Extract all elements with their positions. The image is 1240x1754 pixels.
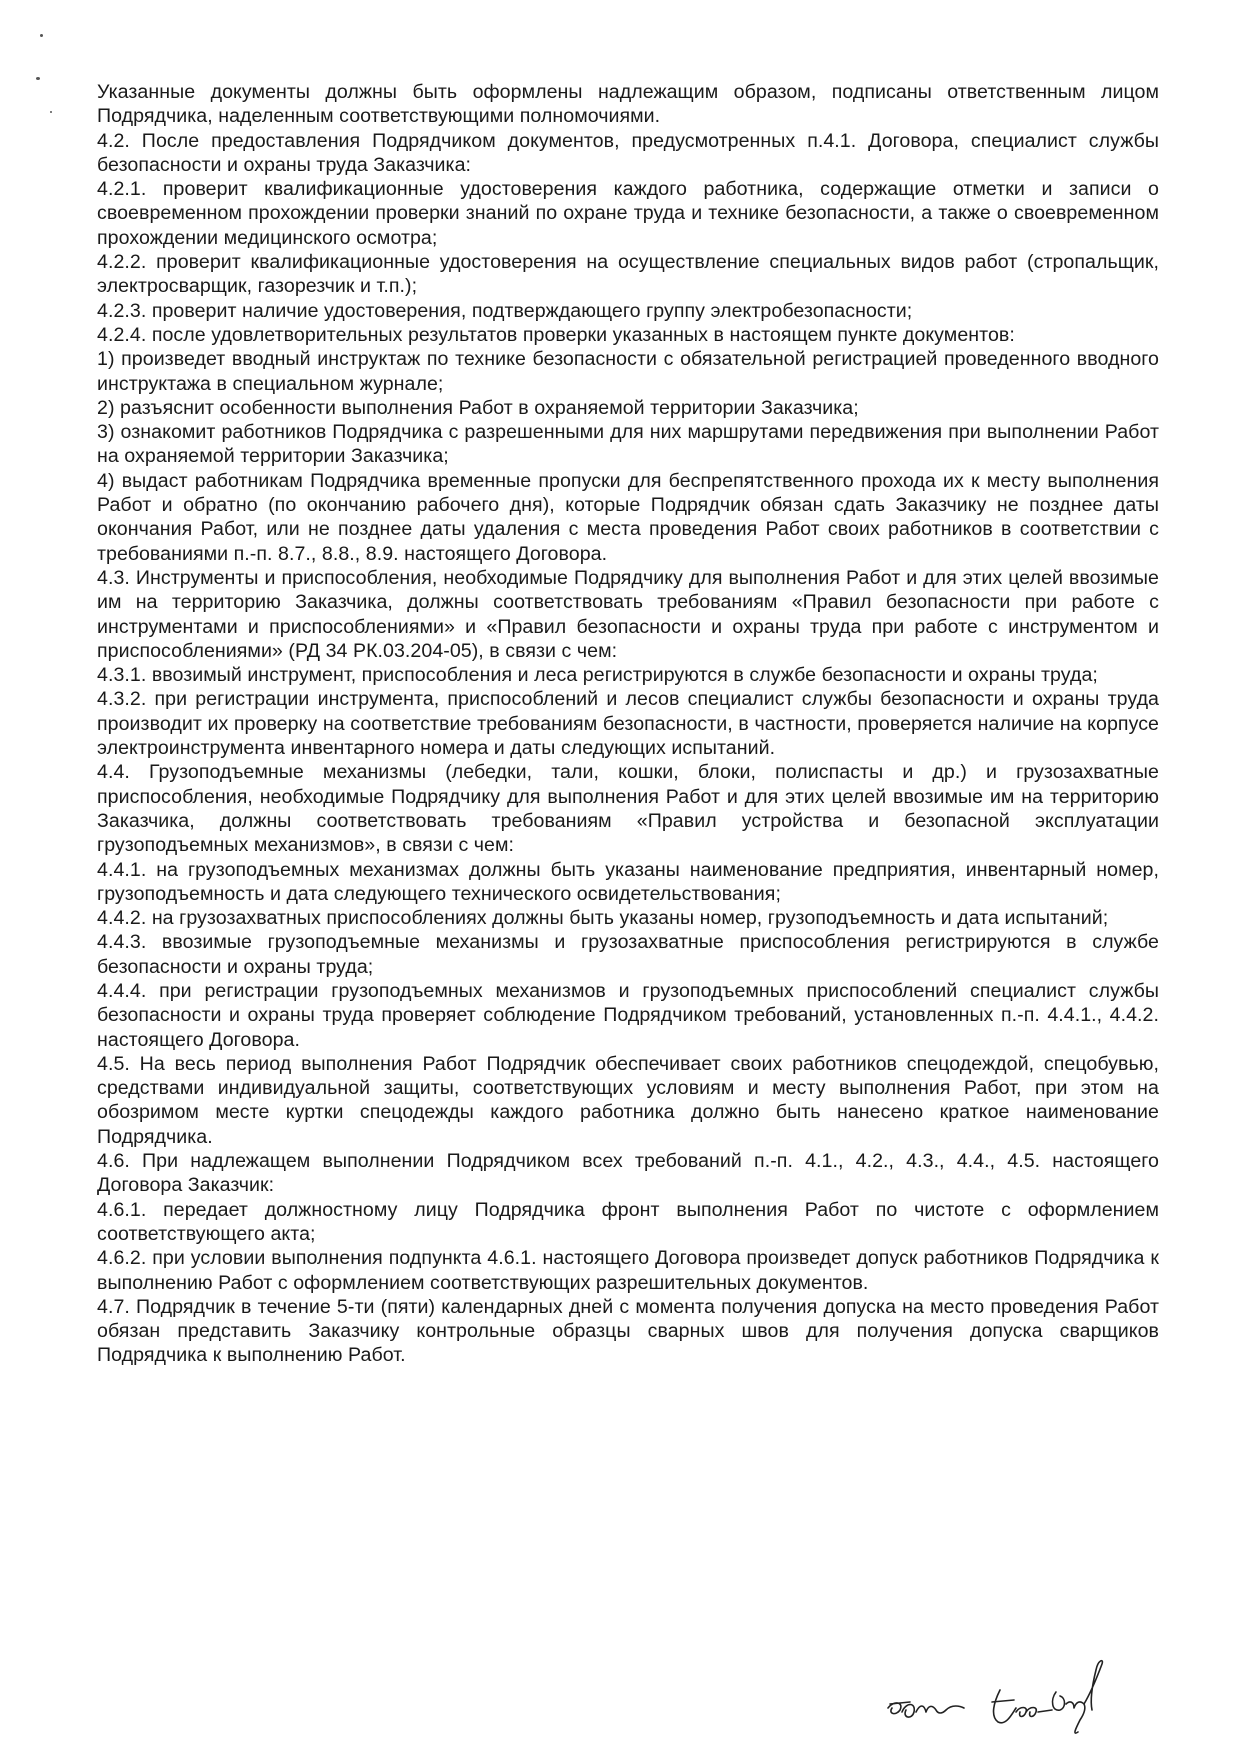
paragraph: 4.4.3. ввозимые грузоподъемные механизмы и грузозахватные приспособления регистрируются в службе безопасности и охраны труда; bbox=[97, 931, 1159, 978]
paragraph: 1) произведет вводный инструктаж по технике безопасности с обязательной регистрацией проведенного вводного инструктажа в специальном журнале; bbox=[97, 348, 1159, 395]
paragraph: Указанные документы должны быть оформлены надлежащим образом, подписаны ответственным лицом Подрядчика, наделенным соответствующими полномочиями. bbox=[97, 81, 1159, 128]
paragraph: 4) выдаст работникам Подрядчика временные пропуски для беспрепятственного прохода их к месту выполнения Работ и обратно (по окончанию рабочего дня), которые Подрядчик обязан сдать Заказчику не позднее даты окончания Работ, или не позднее даты удаления с места проведения Работ своих работников в соответствии с требованиями п.-п. 8.7., 8.8., 8.9. настоящего Договора. bbox=[97, 469, 1159, 565]
paragraph: 4.2.4. после удовлетворительных результатов проверки указанных в настоящем пункте документов: bbox=[97, 323, 1015, 346]
paragraph: 4.6. При надлежащем выполнении Подрядчиком всех требований п.-п. 4.1., 4.2., 4.3., 4.4., 4.5. настоящего Договора Заказчик: bbox=[97, 1150, 1159, 1197]
paragraph: 4.5. На весь период выполнения Работ Подрядчик обеспечивает своих работников спецодеждой, спецобувью, средствами индивидуальной защиты, соответствующих условиям и месту выполнения Работ, при этом на обозримом месте куртки спецодежды каждого работника должно быть нанесено краткое наименование Подрядчика. bbox=[97, 1052, 1159, 1148]
paragraph: 3) ознакомит работников Подрядчика с разрешенными для них маршрутами передвижения при выполнении Работ на охраняемой территории Заказчика; bbox=[97, 421, 1159, 468]
paragraph: 4.2.2. проверит квалификационные удостоверения на осуществление специальных видов работ (стропальщик, электросварщик, газорезчик и т.п.); bbox=[97, 251, 1159, 298]
handwritten-signature bbox=[880, 1650, 1180, 1750]
paragraph: 4.2. После предоставления Подрядчиком документов, предусмотренных п.4.1. Договора, специалист службы безопасности и охраны труда Заказчика: bbox=[97, 129, 1159, 176]
paragraph: 4.4.4. при регистрации грузоподъемных механизмов и грузоподъемных приспособлений специалист службы безопасности и охраны труда проверяет соблюдение Подрядчиком требований, установленных п.-п. 4.4.1., 4.4.2. настоящего Договора. bbox=[97, 979, 1159, 1051]
paragraph: 4.6.1. передает должностному лицу Подрядчика фронт выполнения Работ по чистоте с оформлением соответствующего акта; bbox=[97, 1198, 1159, 1245]
paragraph: 4.4. Грузоподъемные механизмы (лебедки, тали, кошки, блоки, полиспасты и др.) и грузозахватные приспособления, необходимые Подрядчику для выполнения Работ и для этих целей ввозимые им на территорию Заказчика, должны соответствовать требованиям «Правил устройства и безопасной эксплуатации грузоподъемных механизмов», в связи с чем: bbox=[97, 761, 1159, 857]
paragraph: 4.7. Подрядчик в течение 5-ти (пяти) календарных дней с момента получения допуска на место проведения Работ обязан представить Заказчику контрольные образцы сварных швов для получения допуска сварщиков Подрядчика к выполнению Работ. bbox=[97, 1295, 1159, 1367]
document-body bbox=[97, 80, 1159, 1368]
paragraph: 4.2.3. проверит наличие удостоверения, подтверждающего группу электробезопасности; bbox=[97, 299, 913, 322]
paragraph: 4.4.1. на грузоподъемных механизмах должны быть указаны наименование предприятия, инвентарный номер, грузоподъемность и дата следующего технического освидетельствования; bbox=[97, 858, 1159, 905]
paragraph: 4.2.1. проверит квалификационные удостоверения каждого работника, содержащие отметки и записи о своевременном прохождении проверки знаний по охране труда и технике безопасности, а также о своевременном прохождении медицинского осмотра; bbox=[97, 178, 1159, 249]
paragraph: 2) разъяснит особенности выполнения Работ в охраняемой территории Заказчика; bbox=[97, 396, 859, 419]
scan-speck bbox=[36, 77, 40, 80]
scan-speck bbox=[50, 111, 52, 113]
paragraph: 4.3.1. ввозимый инструмент, приспособления и леса регистрируются в службе безопасности и охраны труда; bbox=[97, 664, 1098, 687]
scan-speck bbox=[40, 34, 43, 37]
paragraph: 4.6.2. при условии выполнения подпункта 4.6.1. настоящего Договора произведет допуск работников Подрядчика к выполнению Работ с оформлением соответствующих разрешительных документов. bbox=[97, 1247, 1159, 1294]
paragraph: 4.3. Инструменты и приспособления, необходимые Подрядчику для выполнения Работ и для этих целей ввозимые им на территорию Заказчика, должны соответствовать требованиям «Правил безопасности при работе с инструментами и приспособлениями» и «Правил безопасности и охраны труда при работе с инструментом и приспособлениями» (РД 34 РК.03.204-05), в связи с чем: bbox=[97, 566, 1159, 662]
paragraph: 4.4.2. на грузозахватных приспособлениях должны быть указаны номер, грузоподъемность и дата испытаний; bbox=[97, 907, 1109, 930]
paragraph: 4.3.2. при регистрации инструмента, приспособлений и лесов специалист службы безопасности и охраны труда производит их проверку на соответствие требованиям безопасности, в частности, проверяется наличие на корпусе электроинструмента инвентарного номера и даты следующих испытаний. bbox=[97, 688, 1159, 760]
